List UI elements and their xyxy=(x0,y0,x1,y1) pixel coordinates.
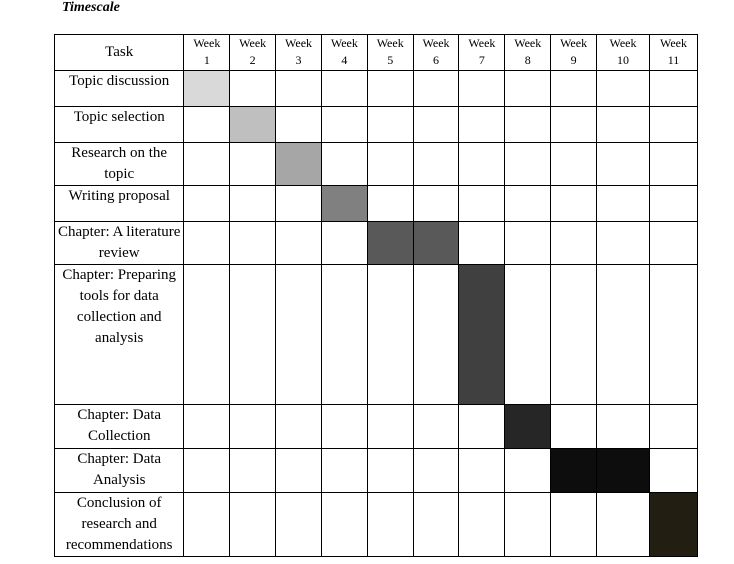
task-name-cell: Chapter: Data Collection xyxy=(55,405,184,449)
timescale-table xyxy=(54,34,698,557)
week-label: Week xyxy=(422,36,450,50)
gantt-empty-cell xyxy=(459,493,505,557)
gantt-empty-cell xyxy=(597,186,650,222)
week-number: 10 xyxy=(616,53,629,67)
gantt-empty-cell xyxy=(413,405,459,449)
week-number: 6 xyxy=(433,53,440,67)
gantt-empty-cell xyxy=(505,493,551,557)
table-row xyxy=(55,186,698,222)
gantt-empty-cell xyxy=(184,405,230,449)
gantt-empty-cell xyxy=(276,493,322,557)
week-header-3 xyxy=(276,35,322,71)
gantt-empty-cell xyxy=(649,71,697,107)
gantt-empty-cell xyxy=(367,71,413,107)
gantt-empty-cell xyxy=(459,222,505,265)
gantt-bar-cell xyxy=(597,449,650,493)
gantt-empty-cell xyxy=(551,186,597,222)
week-number: 4 xyxy=(341,53,348,67)
task-name-cell: Chapter: A literature review xyxy=(55,222,184,265)
gantt-empty-cell xyxy=(276,222,322,265)
week-header-5 xyxy=(367,35,413,71)
task-name-cell: Research on the topic xyxy=(55,143,184,186)
gantt-empty-cell xyxy=(551,222,597,265)
gantt-empty-cell xyxy=(505,71,551,107)
gantt-empty-cell xyxy=(276,107,322,143)
gantt-empty-cell xyxy=(505,449,551,493)
gantt-empty-cell xyxy=(230,71,276,107)
gantt-empty-cell xyxy=(413,265,459,405)
gantt-empty-cell xyxy=(184,143,230,186)
week-header-10 xyxy=(597,35,650,71)
gantt-empty-cell xyxy=(230,186,276,222)
gantt-empty-cell xyxy=(413,107,459,143)
week-label: Week xyxy=(468,36,496,50)
gantt-empty-cell xyxy=(551,71,597,107)
gantt-empty-cell xyxy=(184,449,230,493)
week-label: Week xyxy=(376,36,404,50)
gantt-empty-cell xyxy=(551,143,597,186)
gantt-empty-cell xyxy=(276,449,322,493)
gantt-empty-cell xyxy=(184,186,230,222)
gantt-empty-cell xyxy=(413,186,459,222)
table-row xyxy=(55,222,698,265)
week-header-11 xyxy=(649,35,697,71)
task-name-cell: Writing proposal xyxy=(55,186,184,222)
gantt-empty-cell xyxy=(276,265,322,405)
week-label: Week xyxy=(609,36,637,50)
gantt-empty-cell xyxy=(505,265,551,405)
gantt-empty-cell xyxy=(230,405,276,449)
week-number: 9 xyxy=(570,53,577,67)
gantt-empty-cell xyxy=(505,222,551,265)
gantt-empty-cell xyxy=(276,71,322,107)
gantt-empty-cell xyxy=(276,186,322,222)
gantt-empty-cell xyxy=(551,405,597,449)
gantt-empty-cell xyxy=(367,143,413,186)
gantt-empty-cell xyxy=(597,405,650,449)
gantt-empty-cell xyxy=(184,222,230,265)
week-header-4 xyxy=(321,35,367,71)
gantt-empty-cell xyxy=(649,186,697,222)
gantt-empty-cell xyxy=(321,71,367,107)
task-name-cell: Conclusion of research and recommendations xyxy=(55,493,184,557)
gantt-empty-cell xyxy=(230,265,276,405)
week-label: Week xyxy=(193,36,221,50)
gantt-empty-cell xyxy=(184,265,230,405)
gantt-empty-cell xyxy=(276,405,322,449)
gantt-empty-cell xyxy=(321,107,367,143)
gantt-empty-cell xyxy=(321,222,367,265)
gantt-empty-cell xyxy=(367,186,413,222)
gantt-empty-cell xyxy=(367,449,413,493)
gantt-empty-cell xyxy=(597,71,650,107)
gantt-empty-cell xyxy=(459,186,505,222)
gantt-empty-cell xyxy=(505,143,551,186)
gantt-empty-cell xyxy=(551,107,597,143)
task-name-cell: Chapter: Preparing tools for data collection and analysis xyxy=(55,265,184,405)
week-header-7 xyxy=(459,35,505,71)
gantt-empty-cell xyxy=(649,265,697,405)
gantt-empty-cell xyxy=(597,107,650,143)
table-row xyxy=(55,143,698,186)
gantt-empty-cell xyxy=(597,222,650,265)
gantt-empty-cell xyxy=(367,265,413,405)
week-label: Week xyxy=(560,36,588,50)
gantt-bar-cell xyxy=(551,449,597,493)
gantt-empty-cell xyxy=(649,222,697,265)
table-row xyxy=(55,107,698,143)
gantt-empty-cell xyxy=(321,405,367,449)
gantt-empty-cell xyxy=(230,222,276,265)
task-column-header: Task xyxy=(55,35,184,71)
table-header-row xyxy=(55,35,698,71)
gantt-empty-cell xyxy=(413,449,459,493)
table-body xyxy=(55,71,698,557)
week-header-6 xyxy=(413,35,459,71)
gantt-bar-cell xyxy=(230,107,276,143)
week-header-2 xyxy=(230,35,276,71)
gantt-empty-cell xyxy=(230,143,276,186)
week-header-9 xyxy=(551,35,597,71)
gantt-empty-cell xyxy=(230,493,276,557)
week-number: 11 xyxy=(667,53,680,67)
gantt-empty-cell xyxy=(184,493,230,557)
week-number: 3 xyxy=(295,53,302,67)
week-number: 7 xyxy=(478,53,485,67)
gantt-bar-cell xyxy=(276,143,322,186)
gantt-empty-cell xyxy=(597,265,650,405)
table-row xyxy=(55,405,698,449)
table-row xyxy=(55,493,698,557)
week-number: 2 xyxy=(249,53,256,67)
gantt-empty-cell xyxy=(551,265,597,405)
week-header-1 xyxy=(184,35,230,71)
week-header-8 xyxy=(505,35,551,71)
gantt-empty-cell xyxy=(505,107,551,143)
task-name-cell: Chapter: Data Analysis xyxy=(55,449,184,493)
week-label: Week xyxy=(285,36,313,50)
week-number: 1 xyxy=(203,53,210,67)
gantt-empty-cell xyxy=(459,107,505,143)
gantt-empty-cell xyxy=(597,493,650,557)
gantt-bar-cell xyxy=(321,186,367,222)
week-label: Week xyxy=(330,36,358,50)
gantt-empty-cell xyxy=(649,405,697,449)
gantt-empty-cell xyxy=(649,143,697,186)
gantt-empty-cell xyxy=(184,107,230,143)
week-number: 8 xyxy=(524,53,531,67)
gantt-bar-cell xyxy=(459,265,505,405)
task-name-cell: Topic discussion xyxy=(55,71,184,107)
gantt-empty-cell xyxy=(505,186,551,222)
gantt-empty-cell xyxy=(230,449,276,493)
gantt-empty-cell xyxy=(459,143,505,186)
gantt-empty-cell xyxy=(413,143,459,186)
gantt-bar-cell xyxy=(505,405,551,449)
gantt-empty-cell xyxy=(551,493,597,557)
week-label: Week xyxy=(659,36,687,50)
week-label: Week xyxy=(239,36,267,50)
table-row xyxy=(55,71,698,107)
gantt-empty-cell xyxy=(367,405,413,449)
gantt-bar-cell xyxy=(649,493,697,557)
table-row xyxy=(55,265,698,405)
gantt-empty-cell xyxy=(597,143,650,186)
gantt-empty-cell xyxy=(321,143,367,186)
week-number: 5 xyxy=(387,53,394,67)
week-label: Week xyxy=(514,36,542,50)
gantt-bar-cell xyxy=(184,71,230,107)
gantt-empty-cell xyxy=(321,493,367,557)
gantt-empty-cell xyxy=(367,107,413,143)
gantt-empty-cell xyxy=(459,71,505,107)
gantt-empty-cell xyxy=(413,71,459,107)
gantt-empty-cell xyxy=(459,405,505,449)
gantt-bar-cell xyxy=(367,222,413,265)
gantt-empty-cell xyxy=(649,107,697,143)
gantt-empty-cell xyxy=(459,449,505,493)
page-title: Timescale xyxy=(62,0,120,15)
gantt-empty-cell xyxy=(321,449,367,493)
gantt-empty-cell xyxy=(413,493,459,557)
gantt-empty-cell xyxy=(367,493,413,557)
table-row xyxy=(55,449,698,493)
gantt-empty-cell xyxy=(649,449,697,493)
gantt-bar-cell xyxy=(413,222,459,265)
task-name-cell: Topic selection xyxy=(55,107,184,143)
gantt-empty-cell xyxy=(321,265,367,405)
